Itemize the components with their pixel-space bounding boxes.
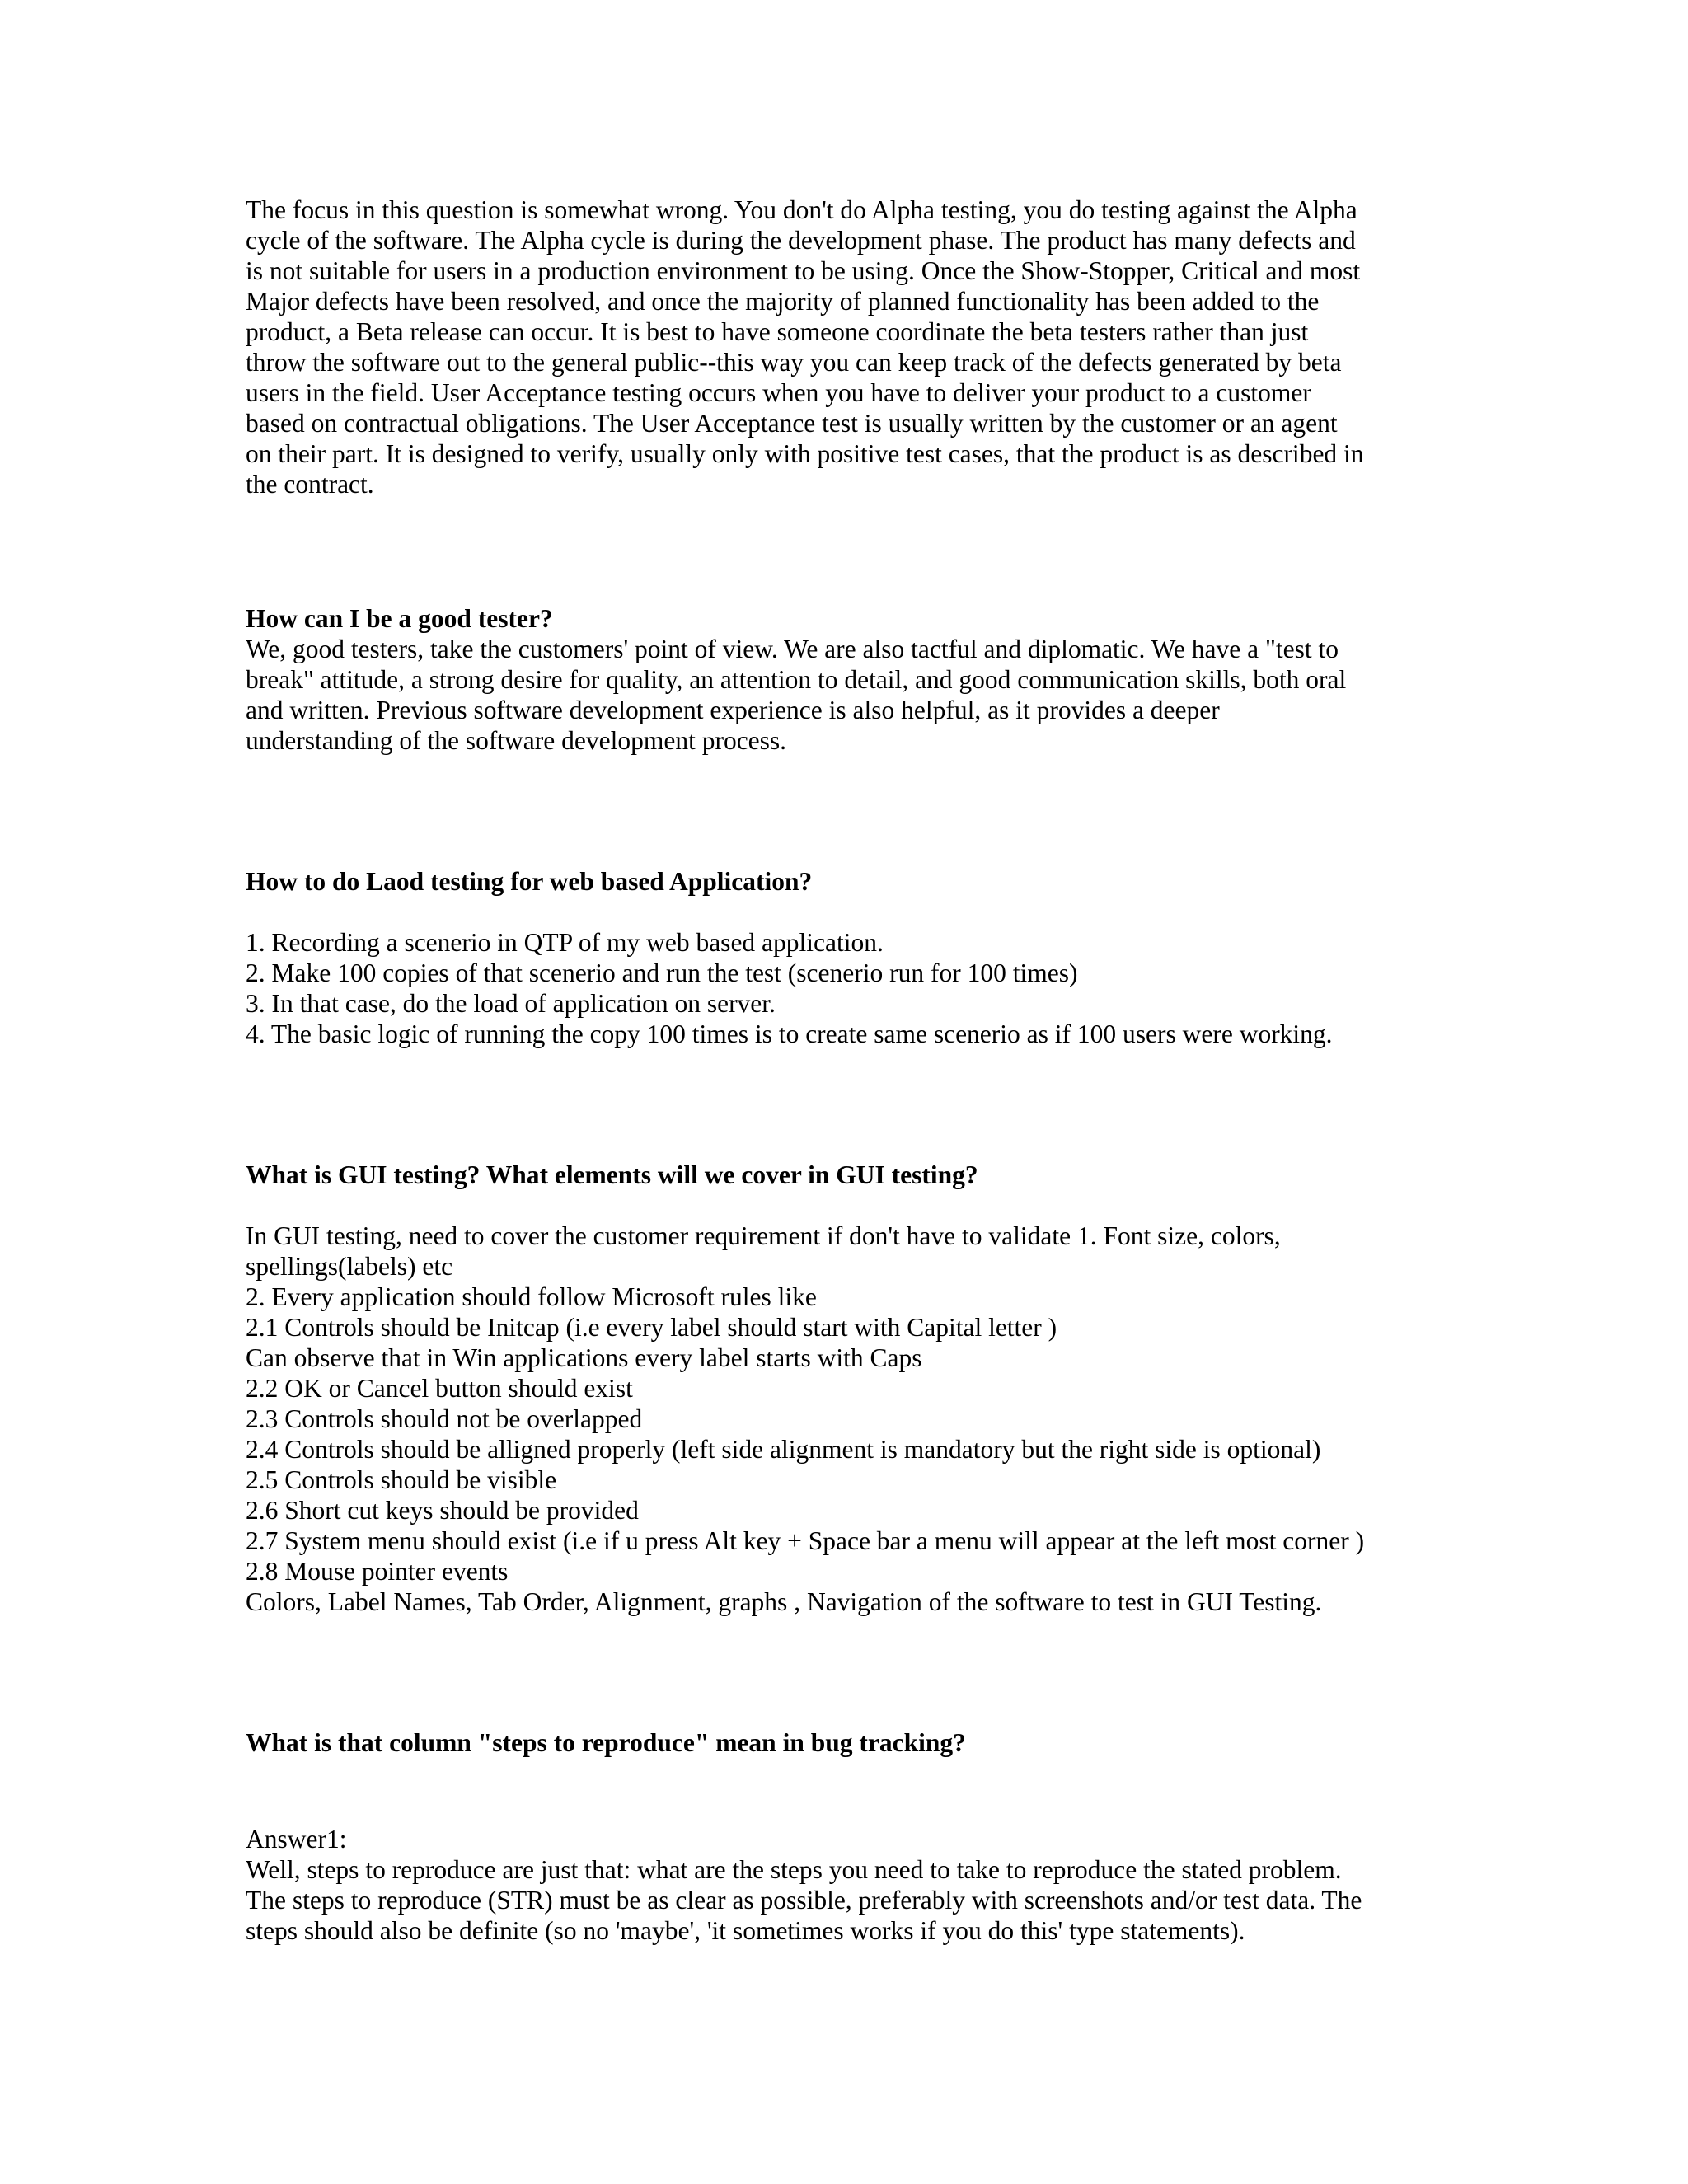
text-line: 2. Every application should follow Microsoft rules like [246, 1282, 817, 1311]
text-line: 2.5 Controls should be visible [246, 1465, 557, 1494]
text-line: understanding of the software development process. [246, 726, 787, 755]
text-line: on their part. It is designed to verify, usually only with positive test cases, that the product is as described in [246, 439, 1364, 468]
text-line: Can observe that in Win applications every label starts with Caps [246, 1343, 922, 1372]
text-line: 2.7 System menu should exist (i.e if u press Alt key + Space bar a menu will appear at the left most corner ) [246, 1526, 1365, 1555]
section-body [246, 1221, 1449, 1617]
section-heading: How to do Laod testing for web based Application? [246, 867, 813, 896]
section-body [246, 927, 1449, 1049]
text-line: The focus in this question is somewhat wrong. You don't do Alpha testing, you do testing against the Alpha [246, 195, 1357, 224]
list-item: 4. The basic logic of running the copy 100 times is to create same scenerio as if 100 users were working. [246, 1019, 1333, 1048]
text-line: and written. Previous software development experience is also helpful, as it provides a deeper [246, 696, 1220, 724]
section-heading: How can I be a good tester? [246, 604, 553, 633]
section-heading: What is that column "steps to reproduce" mean in bug tracking? [246, 1728, 966, 1757]
text-line: cycle of the software. The Alpha cycle is during the development phase. The product has many defects and [246, 226, 1356, 255]
text-line: Colors, Label Names, Tab Order, Alignment, graphs , Navigation of the software to test in GUI Testing. [246, 1587, 1322, 1616]
text-line: product, a Beta release can occur. It is best to have someone coordinate the beta testers rather than just [246, 317, 1309, 346]
text-line: 2.1 Controls should be Initcap (i.e every label should start with Capital letter ) [246, 1313, 1057, 1342]
section-heading: What is GUI testing? What elements will we cover in GUI testing? [246, 1160, 978, 1189]
answer-label: Answer1: [246, 1825, 347, 1854]
text-line: based on contractual obligations. The User Acceptance test is usually written by the customer or an agent [246, 409, 1338, 438]
text-line: The steps to reproduce (STR) must be as clear as possible, preferably with screenshots and/or test data. The [246, 1886, 1362, 1915]
text-line: is not suitable for users in a production environment to be using. Once the Show-Stopper, Critical and most [246, 256, 1361, 285]
text-line: throw the software out to the general public--this way you can keep track of the defects generated by beta [246, 348, 1342, 377]
list-item: 2. Make 100 copies of that scenerio and run the test (scenerio run for 100 times) [246, 958, 1078, 987]
section-gui-testing [246, 1160, 1449, 1617]
text-line: 2.6 Short cut keys should be provided [246, 1496, 639, 1525]
text-line: steps should also be definite (so no 'maybe', 'it sometimes works if you do this' type statements). [246, 1916, 1245, 1945]
text-line: 2.3 Controls should not be overlapped [246, 1404, 643, 1433]
text-line: the contract. [246, 470, 374, 499]
text-line: Major defects have been resolved, and once the majority of planned functionality has been added to the [246, 287, 1320, 316]
text-line: In GUI testing, need to cover the customer requirement if don't have to validate 1. Font size, colors, [246, 1221, 1281, 1250]
text-line: spellings(labels) etc [246, 1252, 453, 1281]
text-line: Well, steps to reproduce are just that: what are the steps you need to take to reproduce the stated problem. [246, 1855, 1342, 1884]
text-line: users in the field. User Acceptance testing occurs when you have to deliver your product to a customer [246, 378, 1311, 407]
intro-paragraph [246, 194, 1449, 499]
section-body [246, 634, 1449, 756]
list-item: 1. Recording a scenerio in QTP of my web based application. [246, 928, 884, 957]
document-page [246, 194, 1449, 1946]
section-good-tester [246, 603, 1449, 756]
section-steps-to-reproduce [246, 1727, 1449, 1946]
section-load-testing [246, 866, 1449, 1049]
section-body [246, 1824, 1449, 1946]
text-line: 2.4 Controls should be alligned properly (left side alignment is mandatory but the right side is optional) [246, 1435, 1321, 1464]
text-line: We, good testers, take the customers' point of view. We are also tactful and diplomatic. We have a "test to [246, 635, 1339, 663]
text-line: 2.8 Mouse pointer events [246, 1557, 509, 1586]
text-line: break" attitude, a strong desire for quality, an attention to detail, and good communication skills, both oral [246, 665, 1347, 694]
list-item: 3. In that case, do the load of application on server. [246, 989, 776, 1018]
text-line: 2.2 OK or Cancel button should exist [246, 1374, 633, 1403]
